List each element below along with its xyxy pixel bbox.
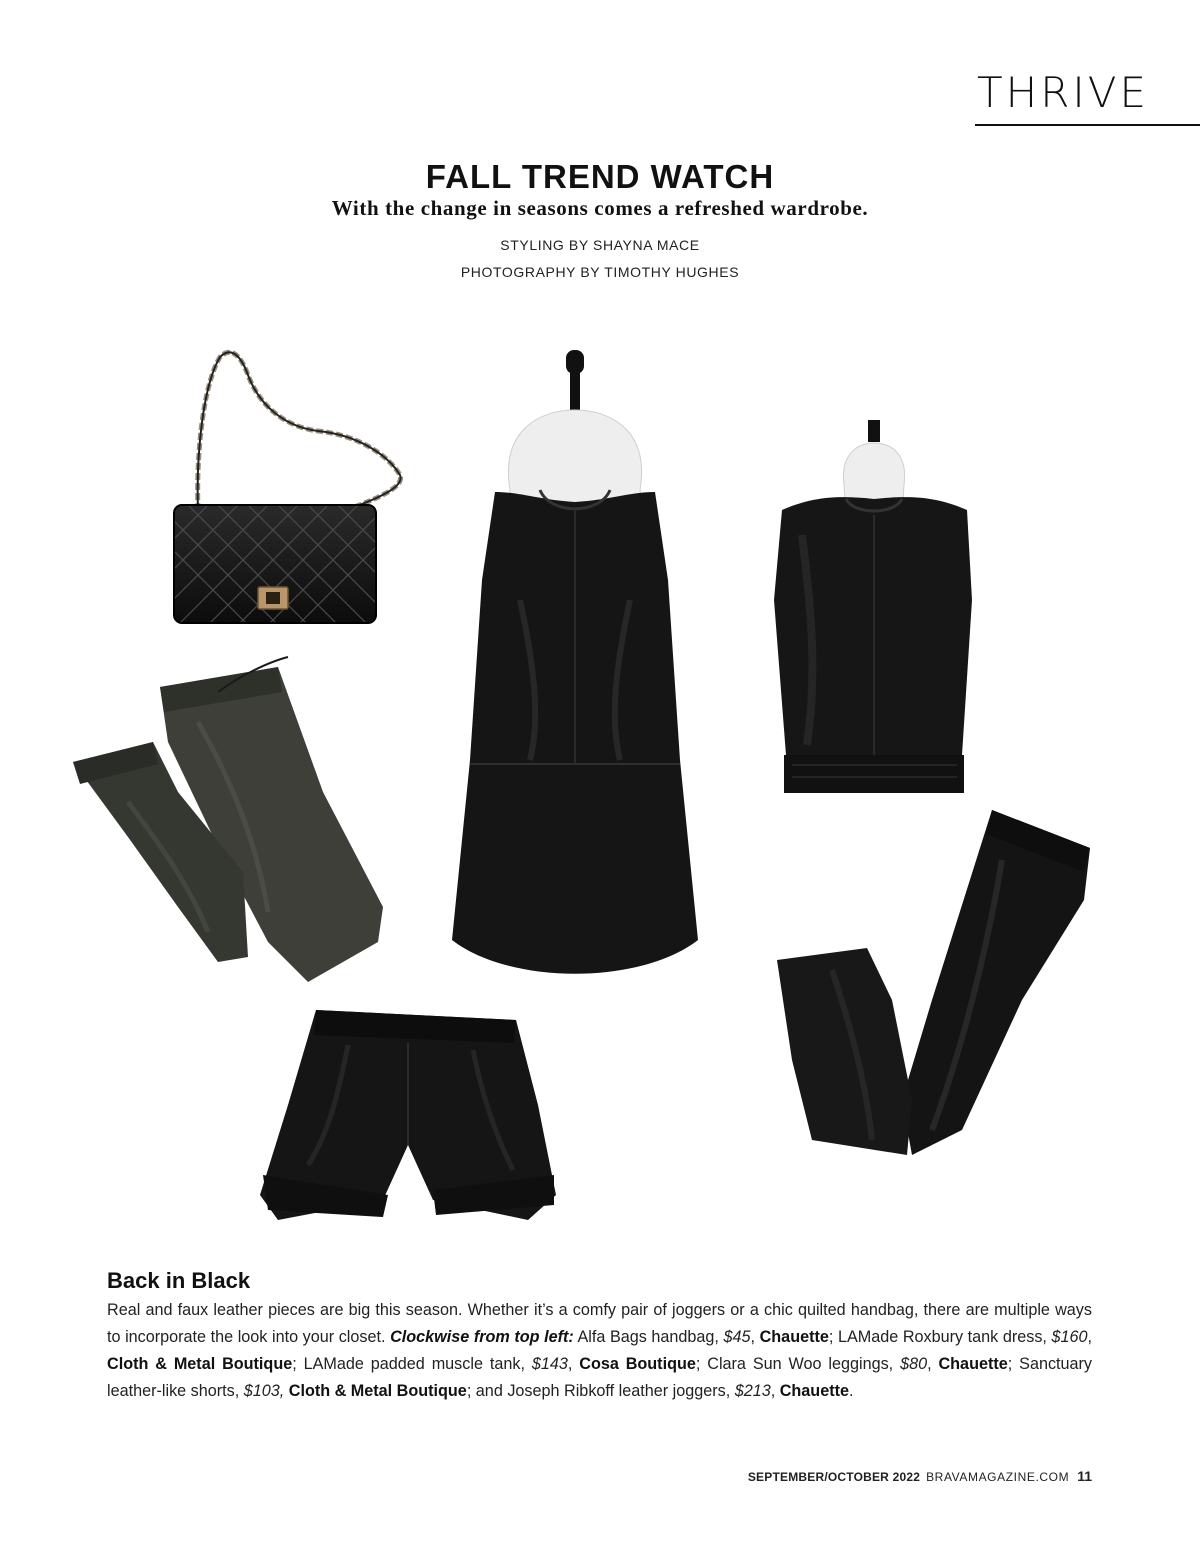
item-store: Cloth & Metal Boutique — [107, 1355, 293, 1373]
caption-intro: Real and faux leather pieces are big this season. Whether it’s a comfy pair of joggers or a chic quilted handbag, there are multiple ways to incorporate the look into your closet. — [107, 1301, 1092, 1346]
item-store: Cloth & Metal Boutique — [288, 1382, 467, 1400]
item-price: $80 — [900, 1355, 928, 1373]
item-price: $160 — [1051, 1328, 1088, 1346]
article-title: FALL TREND WATCH — [425, 158, 775, 195]
page-footer — [748, 1468, 1092, 1484]
leather-joggers-photo — [68, 652, 388, 987]
caption-item: LAMade padded muscle tank, $143, Cosa Boutique; — [303, 1355, 708, 1373]
item-store: Chauette — [938, 1355, 1008, 1373]
leather-shorts-photo — [258, 1005, 558, 1227]
item-price: $143 — [531, 1355, 568, 1373]
page-number: 11 — [1077, 1468, 1092, 1484]
article-subtitle: With the change in seasons comes a refreshed wardrobe. — [331, 196, 869, 220]
caption-lead: Clockwise from top left: — [390, 1328, 574, 1346]
item-store: Cosa Boutique — [579, 1355, 696, 1373]
caption-item: Sanctuary leather-like shorts, $103, Cloth & Metal Boutique; and — [107, 1355, 1093, 1400]
tank-dress-photo — [440, 340, 710, 992]
issue-date: SEPTEMBER/OCTOBER 2022 — [747, 1470, 921, 1484]
photo-credit: PHOTOGRAPHY BY TIMOTHY HUGHES — [460, 264, 740, 280]
caption-body — [107, 1297, 1092, 1405]
leggings-photo — [772, 800, 1094, 1160]
site-url: BRAVAMAGAZINE.COM — [926, 1470, 1070, 1484]
muscle-tank-photo — [762, 415, 982, 800]
caption-heading: Back in Black — [107, 1268, 251, 1293]
section-rule — [975, 124, 1200, 126]
caption-item: Alfa Bags handbag, $45, Chauette; — [573, 1328, 838, 1346]
styling-credit: STYLING BY SHAYNA MACE — [500, 237, 700, 253]
item-price: $45 — [723, 1328, 751, 1346]
section-label — [975, 68, 1200, 117]
caption-item: Clara Sun Woo leggings, $80, Chauette; — [707, 1355, 1020, 1373]
quilted-handbag-photo — [168, 345, 408, 630]
item-price: $103, — [243, 1382, 285, 1400]
caption-item: Joseph Ribkoff leather joggers, $213, Chauette. — [507, 1382, 854, 1400]
caption-item: LAMade Roxbury tank dress, $160, Cloth & Metal Boutique; — [107, 1328, 1093, 1373]
item-store: Chauette — [759, 1328, 829, 1346]
item-store: Chauette — [779, 1382, 849, 1400]
item-price: $213 — [734, 1382, 771, 1400]
section-label-text: THRIVE — [977, 68, 1150, 117]
